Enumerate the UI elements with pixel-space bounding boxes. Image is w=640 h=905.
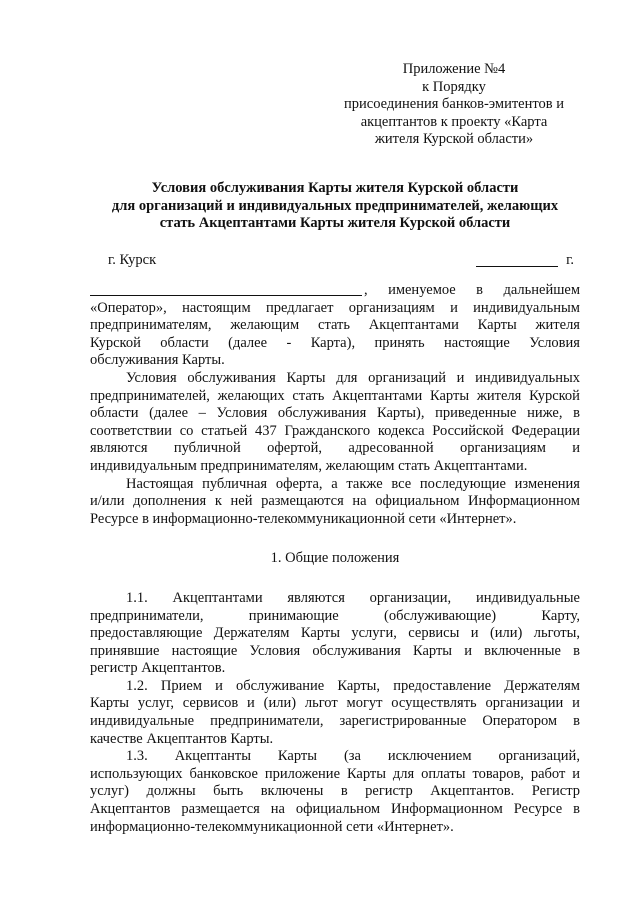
word: (далее xyxy=(228,334,268,351)
word: Гражданского xyxy=(284,422,371,439)
annex-line: Приложение №4 xyxy=(402,61,506,77)
word: Курской xyxy=(90,334,141,351)
word: товаров, xyxy=(472,765,524,782)
word: желающих xyxy=(217,387,285,404)
annex-line: акцептантов к проекту «Карта xyxy=(360,113,548,130)
word: официальном xyxy=(295,801,381,818)
text-line xyxy=(90,335,580,353)
word: к xyxy=(214,493,222,510)
word: являются xyxy=(90,440,148,457)
annex-line: присоединения банков-эмитентов и xyxy=(343,96,565,113)
text-line xyxy=(90,493,580,511)
word: предприниматели, xyxy=(90,607,204,624)
word: включены xyxy=(260,783,324,800)
text-line: качестве Акцептантов Карты. xyxy=(90,730,274,747)
word: принимающие xyxy=(248,607,339,624)
word: обслуживания xyxy=(277,405,367,422)
word: жителя xyxy=(535,317,580,334)
word: включенные xyxy=(484,642,561,659)
word: дальнейшем xyxy=(503,282,580,298)
word: ней xyxy=(230,493,253,510)
word: Карты xyxy=(286,369,326,386)
text-line xyxy=(90,766,580,784)
word: (или) xyxy=(263,695,297,712)
word: организаций, xyxy=(498,748,580,765)
word: Акцептантами xyxy=(332,387,423,404)
word: и xyxy=(464,642,472,659)
word: Настоящая xyxy=(126,475,194,492)
word: индивидуальные xyxy=(90,713,195,730)
spacer xyxy=(90,568,580,590)
word: Акцептантов. xyxy=(430,783,515,800)
word: могут xyxy=(346,695,383,712)
word: и/или xyxy=(90,493,125,510)
word: услуги, xyxy=(351,625,397,642)
word: Условия xyxy=(216,405,268,422)
word: Карты xyxy=(430,387,470,404)
word: соответствии xyxy=(90,422,172,439)
word: индивидуальные xyxy=(475,589,580,606)
word: Карты xyxy=(412,642,453,659)
word: льготы, xyxy=(533,625,580,642)
text-line xyxy=(90,405,580,423)
date-blank-line xyxy=(476,252,558,267)
word: Акцептантами xyxy=(172,589,263,606)
word: и xyxy=(215,677,223,694)
word: Карты), xyxy=(376,405,425,422)
word: последующие xyxy=(419,475,506,492)
word: Условия xyxy=(126,369,177,386)
word: Карты xyxy=(477,317,517,334)
operator-blank-line xyxy=(90,282,362,296)
word: Акцептанты xyxy=(174,748,251,765)
word: в xyxy=(573,801,580,818)
word: оплаты xyxy=(421,765,466,782)
word: (или) xyxy=(489,625,523,642)
place-date-row xyxy=(90,252,580,270)
title-line: для организаций и индивидуальных предпринимателей, желающих xyxy=(111,197,559,214)
word: Карту, xyxy=(541,607,580,624)
word: ниже, xyxy=(527,405,563,422)
text-line xyxy=(90,590,580,608)
word: настоящим xyxy=(182,299,251,316)
word: предлагает xyxy=(265,299,334,316)
word: зарегистрированные xyxy=(339,713,467,730)
text-line xyxy=(90,282,580,300)
text-line: информационно-телекоммуникационной сети «Интернет». xyxy=(90,818,454,835)
word: Курской xyxy=(529,387,580,404)
word: статьей xyxy=(201,422,248,439)
word: в xyxy=(573,713,580,730)
word: Российской xyxy=(432,422,504,439)
word: а xyxy=(331,475,338,492)
word: регистр xyxy=(365,783,413,800)
word: Акцептантами xyxy=(368,317,459,334)
word: офертой, xyxy=(267,440,323,457)
title-line: Условия обслуживания Карты жителя Курской области xyxy=(151,180,519,196)
word: (за xyxy=(343,748,361,765)
word: льгот xyxy=(304,695,338,712)
word: , xyxy=(364,282,368,298)
word: кодекса xyxy=(377,422,425,439)
word: Карты xyxy=(277,748,317,765)
word: Карты xyxy=(90,695,130,712)
word: настоящие xyxy=(171,642,238,659)
word: адресованной xyxy=(348,440,434,457)
word: и xyxy=(247,695,255,712)
word: сервисов xyxy=(182,695,239,712)
document-title xyxy=(90,180,580,233)
document-body xyxy=(90,282,580,836)
word: обслуживание xyxy=(236,677,325,694)
text-line xyxy=(90,643,580,661)
word: публичной xyxy=(173,440,241,457)
word: на xyxy=(270,801,285,818)
word: индивидуальным xyxy=(473,299,580,316)
annex-header xyxy=(330,61,578,149)
spacer xyxy=(90,528,580,550)
word: Условия xyxy=(529,334,580,351)
word: Держателям xyxy=(504,677,580,694)
word: Регистр xyxy=(531,783,580,800)
word: в xyxy=(476,282,484,298)
city-label: г. Курск xyxy=(108,252,157,268)
word: работ xyxy=(530,765,566,782)
text-line xyxy=(90,300,580,318)
word: обслуживания xyxy=(187,369,276,386)
word: Карты xyxy=(300,625,340,642)
word: для xyxy=(336,369,358,386)
word: Держателям xyxy=(213,625,290,642)
word: в xyxy=(573,405,580,422)
word: и xyxy=(456,369,465,386)
word: в xyxy=(573,642,580,659)
word: размещается xyxy=(181,801,260,818)
word: желающим xyxy=(230,317,300,334)
title-line: стать Акцептантами Карты жителя Курской области xyxy=(159,215,511,232)
word: приведенные xyxy=(435,405,517,422)
word: предоставляющие xyxy=(90,625,203,642)
word: и xyxy=(450,299,458,316)
word: организации xyxy=(485,695,564,712)
section-heading: 1. Общие положения xyxy=(270,550,400,567)
word: приложение xyxy=(264,765,341,782)
word: также xyxy=(346,475,383,492)
word: – xyxy=(198,405,206,422)
word: Информационном xyxy=(468,493,580,510)
text-line: регистр Акцептантов. xyxy=(90,660,226,677)
word: использующих xyxy=(90,765,183,782)
word: на xyxy=(352,493,367,510)
word: услуг, xyxy=(137,695,174,712)
word: 1.2. xyxy=(126,677,148,694)
word: предпринимателей, xyxy=(90,387,210,404)
text-line xyxy=(90,713,580,731)
word: исключением xyxy=(387,748,472,765)
word: стать xyxy=(292,387,325,404)
word: обслуживания xyxy=(312,642,401,659)
word: Оператором xyxy=(482,713,558,730)
text-line xyxy=(90,370,580,388)
text-span xyxy=(364,282,580,300)
word: оферта, xyxy=(275,475,323,492)
word: «Оператор», xyxy=(90,299,167,316)
word: области xyxy=(160,334,209,351)
word: жителя xyxy=(476,387,522,404)
word: Ресурсе xyxy=(513,801,563,818)
word: сервисы xyxy=(408,625,460,642)
word: Условия xyxy=(249,642,301,659)
annex-line: жителя Курской области» xyxy=(374,131,534,148)
word: организации, xyxy=(369,589,452,606)
text-line xyxy=(90,423,580,441)
word: организаций xyxy=(368,369,446,386)
word: услуг) xyxy=(90,783,129,800)
word: изменения xyxy=(514,475,580,492)
word: стать xyxy=(318,317,350,334)
text-line xyxy=(90,748,580,766)
word: и xyxy=(470,625,479,642)
word: организациям xyxy=(459,440,546,457)
annex-line: к Порядку xyxy=(422,78,486,95)
date-suffix: г. xyxy=(566,252,574,268)
text-line xyxy=(90,608,580,626)
text-line: Ресурсе в информационно-телекоммуникационной сети «Интернет». xyxy=(90,510,517,527)
word: для xyxy=(392,765,415,782)
word: Информационном xyxy=(391,801,503,818)
text-line xyxy=(90,801,580,819)
word: являются xyxy=(287,589,345,606)
text-line xyxy=(90,783,580,801)
word: принявшие xyxy=(90,642,160,659)
word: 1.1. xyxy=(126,589,148,606)
text-line xyxy=(90,388,580,406)
text-line xyxy=(90,625,580,643)
word: публичная xyxy=(202,475,268,492)
word: и xyxy=(572,440,580,457)
word: осуществлять xyxy=(391,695,477,712)
word: быть xyxy=(213,783,244,800)
word: Прием xyxy=(160,677,202,694)
word: области xyxy=(90,405,139,422)
word: Акцептантов xyxy=(90,801,171,818)
word: и xyxy=(572,765,580,782)
word: дополнения xyxy=(133,493,207,510)
word: Карты xyxy=(346,765,386,782)
word: 437 xyxy=(255,422,277,439)
word: банковское xyxy=(189,765,258,782)
word: официальном xyxy=(375,493,460,510)
text-line xyxy=(90,440,580,458)
word: в xyxy=(340,783,348,800)
word: (обслуживающие) xyxy=(384,607,497,624)
text-line: обслуживания Карты. xyxy=(90,352,225,369)
word: предприниматели, xyxy=(210,713,324,730)
word: - xyxy=(286,334,292,351)
text-line: индивидуальным предпринимателям, желающим стать Акцептантами. xyxy=(90,457,528,474)
word: настоящие xyxy=(444,334,510,351)
text-line xyxy=(90,317,580,335)
word: все xyxy=(391,475,412,492)
text-line xyxy=(90,678,580,696)
word: и xyxy=(572,695,580,712)
word: предоставление xyxy=(393,677,492,694)
word: размещаются xyxy=(261,493,344,510)
word: (далее xyxy=(149,405,189,422)
text-line xyxy=(90,476,580,494)
word: предпринимателям, xyxy=(90,317,212,334)
word: принять xyxy=(374,334,425,351)
word: Карты, xyxy=(337,677,381,694)
word: Федерации xyxy=(511,422,580,439)
word: организациям xyxy=(348,299,435,316)
word: Карта), xyxy=(310,334,356,351)
word: со xyxy=(179,422,194,439)
word: индивидуальных xyxy=(475,369,580,386)
word: 1.3. xyxy=(126,748,148,765)
text-line xyxy=(90,695,580,713)
word: должны xyxy=(146,783,196,800)
word: именуемое xyxy=(388,282,456,298)
